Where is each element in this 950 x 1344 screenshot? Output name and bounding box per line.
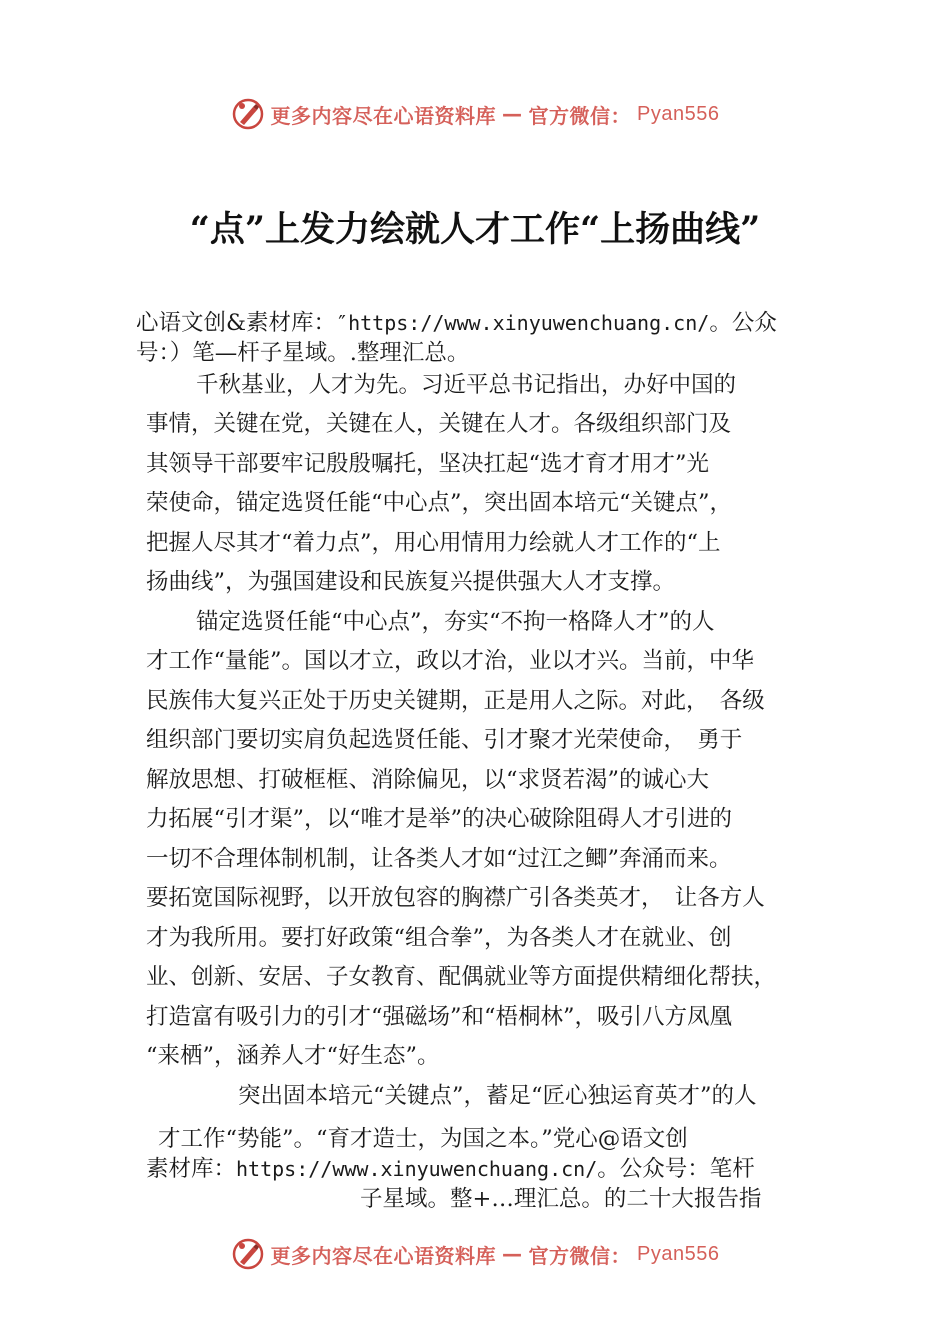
banner-wechat-label: 官方微信： [528, 1243, 632, 1268]
banner-dash: — [502, 102, 523, 126]
paragraph-2-line: 才为我所用。要打好政策“组合拳”，为各类人才在就业、创 [146, 925, 732, 951]
paragraph-2-line: 业、创新、安居、子女教育、配偶就业等方面提供精细化帮扶， [146, 964, 777, 990]
paragraph-1-line: 其领导干部要牢记殷殷嘱托，坚决扛起“选才育才用才”光 [146, 451, 710, 477]
banner-main-text: 更多内容尽在心语资料库 [270, 1243, 497, 1268]
document-title: “点”上发力绘就人才工作“上扬曲线” [189, 209, 761, 250]
paragraph-3-line: 突出固本培元“关键点”，蓄足“匠心独运育英才”的人 [238, 1083, 757, 1109]
pen-logo-icon [231, 1237, 265, 1271]
banner-main-text: 更多内容尽在心语资料库 [270, 103, 497, 128]
footer-watermark-banner [0, 1236, 950, 1272]
paragraph-1-line: 千秋基业，人才为先。习近平总书记指出，办好中国的 [196, 372, 737, 398]
paragraph-2-line: 才工作“量能”。国以才立，政以才治，业以才兴。当前，中华 [146, 648, 755, 674]
paragraph-3-line: 子星域。整+…理汇总。的二十大报告指 [360, 1186, 762, 1212]
banner-wechat-id: Pyan556 [637, 1242, 720, 1265]
source-url: https://www.xinyuwenchuang.cn/ [236, 1157, 598, 1181]
header-watermark-banner [0, 96, 950, 132]
paragraph-2-line: 力拓展“引才渠”，以“唯才是举”的决心破除阻碍人才引进的 [146, 806, 733, 832]
pen-logo-icon [231, 97, 265, 131]
paragraph-2-line: 民族伟大复兴正处于历史关键期，正是用人之际。对此， 各级 [146, 688, 765, 714]
paragraph-2-line: 锚定选贤任能“中心点”，夯实“不拘一格降人才”的人 [196, 609, 715, 635]
source-url: ″https://www.xinyuwenchuang.cn/ [336, 311, 710, 335]
paragraph-2-line: 一切不合理体制机制，让各类人才如“过江之鲫”奔涌而来。 [146, 846, 732, 872]
paragraph-2-line: 打造富有吸引力的引才“强磁场”和“梧桐林”，吸引八方凤凰 [146, 1004, 733, 1030]
paragraph-2-line: “来栖”，涵养人才“好生态”。 [146, 1043, 440, 1069]
source-line-1 [136, 308, 777, 338]
paragraph-1-line: 把握人尽其才“着力点”，用心用情用力绘就人才工作的“上 [146, 530, 721, 556]
paragraph-2-line: 组织部门要切实肩负起选贤任能、引才聚才光荣使命， 勇于 [146, 727, 743, 753]
source-suffix: 。公众号：笔杆 [597, 1156, 755, 1182]
paragraph-1-line: 扬曲线”，为强国建设和民族复兴提供强大人才支撑。 [146, 569, 676, 595]
paragraph-1-line: 荣使命，锚定选贤任能“中心点”，突出固本培元“关键点”， [146, 490, 733, 516]
source-prefix: 素材库： [146, 1156, 237, 1182]
paragraph-2-line: 解放思想、打破框框、消除偏见，以“求贤若渴”的诚心大 [146, 767, 710, 793]
paragraph-2-line: 要拓宽国际视野，以开放包容的胸襟广引各类英才， 让各方人 [146, 885, 765, 911]
banner-dash: — [502, 1242, 523, 1266]
source-suffix: 。公众 [709, 310, 777, 336]
paragraph-3-line [146, 1154, 755, 1184]
paragraph-1-line: 事情，关键在党，关键在人，关键在人才。各级组织部门及 [146, 411, 732, 437]
banner-wechat-id: Pyan556 [637, 102, 720, 125]
source-prefix: 心语文创&素材库： [136, 310, 337, 336]
banner-wechat-label: 官方微信： [528, 103, 632, 128]
paragraph-3-line: 才工作“势能”。“育才造士，为国之本。”党心@语文创 [158, 1126, 688, 1152]
source-line-2: 号：）笔—杆子星域。.整理汇总。 [136, 340, 470, 366]
